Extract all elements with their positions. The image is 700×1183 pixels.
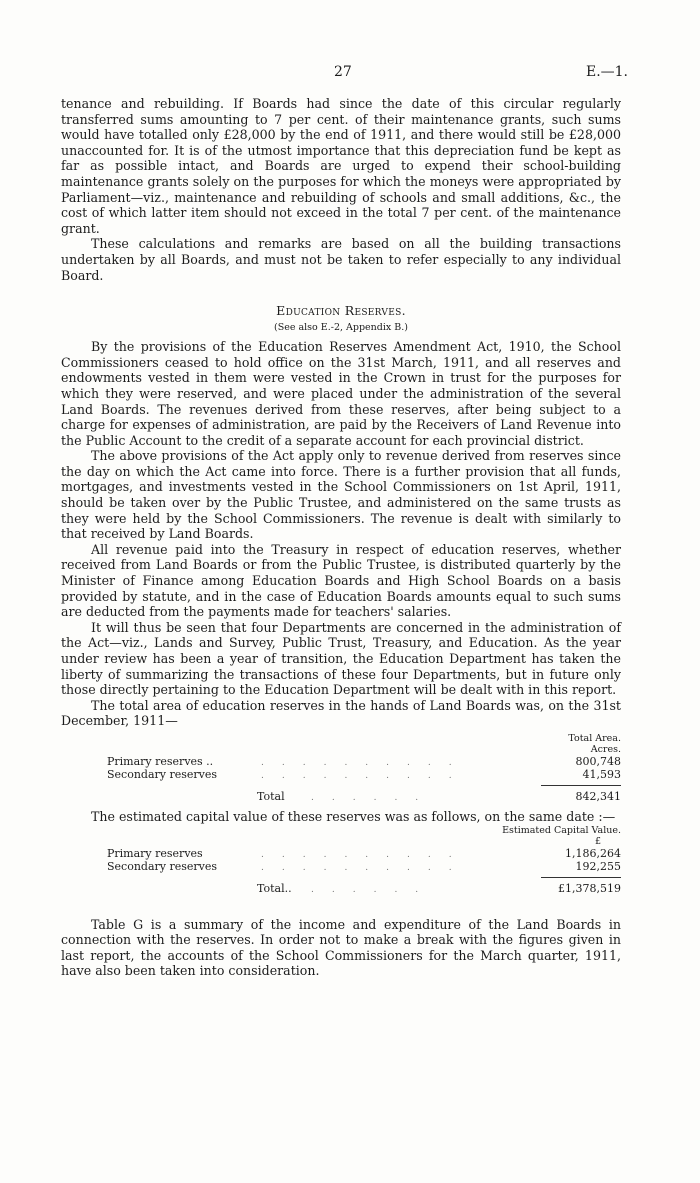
- row-value: 41,593: [582, 767, 621, 781]
- area-heading-label: Total Area.: [568, 732, 621, 744]
- row-value: 800,748: [575, 754, 621, 768]
- paragraph-act-provisions: By the provisions of the Education Reserves Amendment Act, 1910, the School Commissioners ceased to hold office on the 31st March, 1911, and all reserves and endowments vested in them were vested in the Crown in trust for the purposes for which they were reserved, and were placed under the administration of the several Land Boards. The revenues derived from these reserves, after being subject to a charge for expenses of administration, are paid by the Receivers of Land Revenue into the Public Account to the credit of a separate account for each provincial district.: [61, 339, 621, 448]
- page-body: [61, 96, 621, 979]
- paragraph-treasury-distribution: All revenue paid into the Treasury in respect of education reserves, whether received from Land Boards or from the Public Trustee, is distributed quarterly by the Minister of Finance among Education Boards and High School Boards on a basis provided by statute, and in the case of Education Boards amounts equal to such sums are deducted from the payments made for teachers' salaries.: [61, 541, 621, 620]
- leader-dots: ..........: [261, 862, 470, 873]
- leader-dots: ......: [311, 792, 437, 803]
- document-reference: E.—1.: [585, 64, 628, 80]
- total-row: [61, 790, 621, 803]
- page-header: [0, 64, 700, 84]
- leader-dots: ..........: [261, 770, 470, 781]
- row-label: Secondary reserves: [107, 767, 218, 781]
- capital-table: [61, 825, 621, 895]
- sum-rule: [541, 785, 621, 786]
- paragraph-four-departments: It will thus be seen that four Departments are concerned in the administration of the Act—viz., Lands and Survey, Public Trust, Treasury, and Education. As the year under review has been a year of transition, the Education Department has taken the liberty of summarizing the transactions of these four Departments, but in future only those directly pertaining to the Education Department will be dealt with in this report.: [61, 619, 621, 698]
- section-note: (See also E.-2, Appendix B.): [273, 322, 408, 334]
- total-value: £1,378,519: [558, 881, 621, 895]
- table-row: [61, 847, 621, 860]
- area-table-heading: [61, 733, 621, 755]
- paragraph-total-area-intro: The total area of education reserves in the hands of Land Boards was, on the 31st December, 1911—: [61, 697, 621, 729]
- row-value: 192,255: [575, 859, 621, 873]
- paragraph-calculations: These calculations and remarks are based on all the building transactions undertaken by all Boards, and must not be taken to refer especially to any individual Board.: [61, 236, 621, 283]
- row-label: Primary reserves: [107, 846, 203, 860]
- total-label: Total: [257, 789, 285, 803]
- capital-heading-label: Estimated Capital Value.: [502, 824, 621, 836]
- area-table: [61, 733, 621, 803]
- row-label: Secondary reserves: [107, 859, 218, 873]
- leader-dots: ......: [311, 884, 437, 895]
- capital-table-heading: [61, 825, 621, 847]
- total-row: [61, 882, 621, 895]
- table-row: [61, 755, 621, 768]
- area-heading-unit: Acres.: [590, 743, 621, 755]
- row-label: Primary reserves ..: [107, 754, 214, 768]
- page-number: 27: [334, 64, 352, 80]
- leader-dots: ..........: [261, 757, 470, 768]
- paragraph-revenue-provisions: The above provisions of the Act apply only to revenue derived from reserves since the day on which the Act came into force. There is a further provision that all funds, mortgages, and investments vested in the School Commissioners on 1st April, 1911, should be taken over by the Public Trustee, and administered on the same trusts as they were held by the School Commissioners. The revenue is dealt with similarly to that received by Land Boards.: [61, 448, 621, 542]
- leader-dots: ..........: [261, 849, 470, 860]
- paragraph-table-g: Table G is a summary of the income and expenditure of the Land Boards in connection with the reserves. In order not to make a break with the figures given in last report, the accounts of the School Commissioners for the March quarter, 1911, have also been taken into consideration.: [61, 916, 621, 979]
- section-title: Education Reserves.: [276, 303, 406, 319]
- capital-heading-unit: £: [594, 835, 601, 847]
- table-row: [61, 768, 621, 781]
- table-row: [61, 860, 621, 873]
- row-value: 1,186,264: [565, 846, 621, 860]
- total-label: Total..: [257, 881, 292, 895]
- paragraph-capital-intro: The estimated capital value of these reserves was as follows, on the same date :—: [91, 808, 616, 824]
- total-value: 842,341: [575, 789, 621, 803]
- paragraph-continuation: tenance and rebuilding. If Boards had since the date of this circular regularly transferred sums amounting to 7 per cent. of their maintenance grants, such sums would have totalled only £28,000 by the end of 1911, and there would still be £28,000 unaccounted for. It is of the utmost importance that this depreciation fund be kept as far as possible intact, and Boards are urged to expend their school-building maintenance grants solely on the purposes for which the moneys were appropriated by Parliament—viz., maintenance and rebuilding of schools and small additions, &c., the cost of which latter item should not exceed in the total 7 per cent. of the maintenance grant.: [61, 96, 621, 236]
- sum-rule: [541, 877, 621, 878]
